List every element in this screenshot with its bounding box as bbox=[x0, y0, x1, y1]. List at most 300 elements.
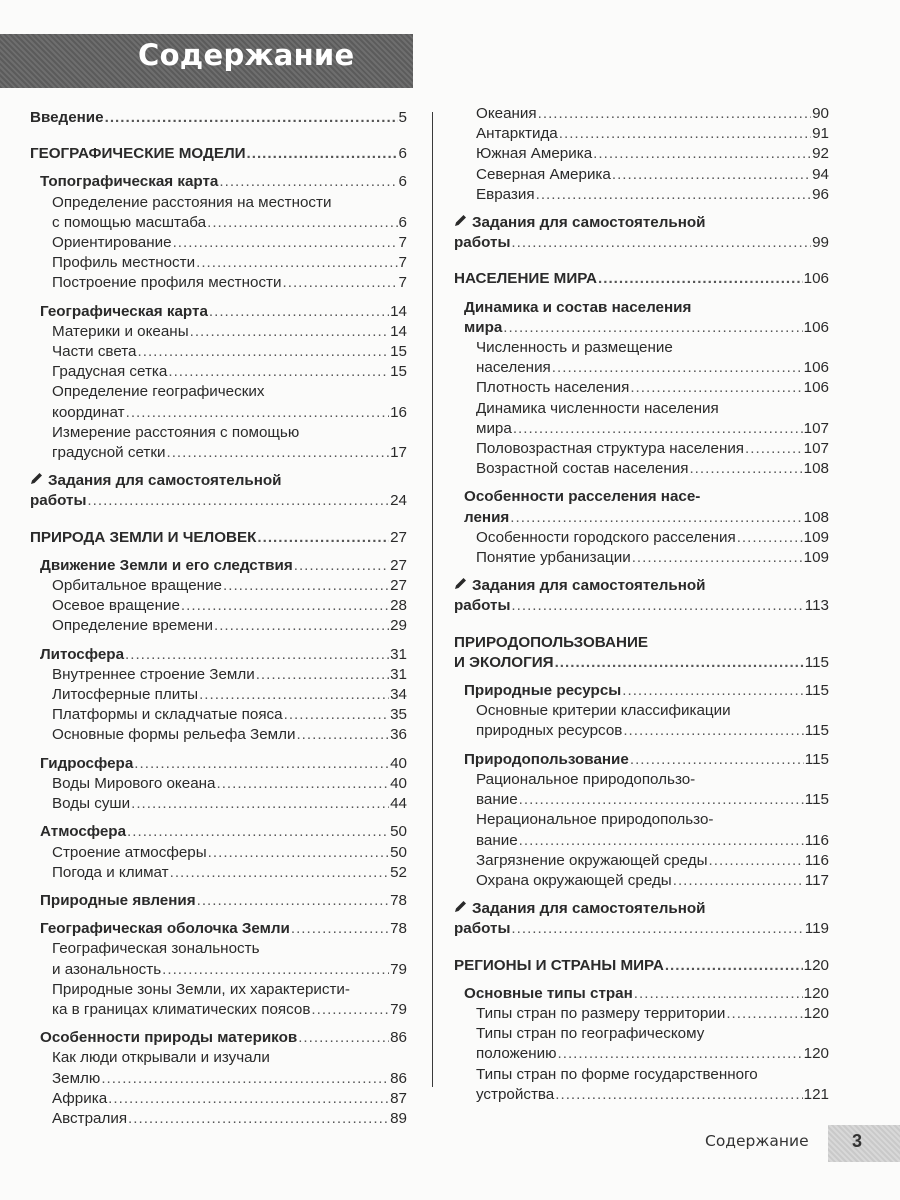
toc-entry-page: 120 bbox=[803, 1045, 829, 1063]
page-title: Содержание bbox=[138, 38, 355, 72]
leader-dots bbox=[632, 548, 803, 568]
toc-entry[interactable] bbox=[30, 754, 407, 774]
toc-entry-label: Нерациональное природопользо- bbox=[476, 811, 714, 829]
toc-entry-page: 31 bbox=[390, 665, 407, 683]
toc-entry[interactable] bbox=[30, 891, 407, 911]
toc-entry-page: 29 bbox=[390, 617, 407, 635]
toc-entry-label: Евразия bbox=[476, 185, 535, 203]
toc-entry-page: 6 bbox=[398, 213, 407, 231]
toc-entry-page: 34 bbox=[390, 686, 407, 704]
leader-dots bbox=[311, 1000, 389, 1020]
toc-entry-label: Особенности природы материков bbox=[40, 1029, 298, 1047]
toc-entry[interactable] bbox=[454, 871, 829, 891]
toc-entry-page: 87 bbox=[390, 1089, 407, 1107]
toc-entry-page: 107 bbox=[803, 419, 829, 437]
leader-dots bbox=[519, 831, 804, 851]
leader-dots bbox=[126, 403, 389, 423]
leader-dots bbox=[510, 508, 802, 528]
leader-dots bbox=[598, 269, 803, 289]
toc-entry[interactable] bbox=[30, 616, 407, 636]
toc-entry-label: НАСЕЛЕНИЕ МИРА bbox=[454, 270, 598, 288]
leader-dots bbox=[284, 705, 390, 725]
leader-dots bbox=[125, 645, 389, 665]
leader-dots bbox=[199, 685, 389, 705]
leader-dots bbox=[623, 721, 803, 741]
toc-entry[interactable] bbox=[30, 233, 407, 253]
leader-dots bbox=[538, 104, 811, 124]
pencil-icon bbox=[30, 471, 44, 491]
toc-entry-page: 86 bbox=[390, 1069, 407, 1087]
toc-entry-label: Австралия bbox=[52, 1109, 128, 1127]
toc-entry[interactable] bbox=[454, 701, 829, 741]
toc-entry[interactable] bbox=[454, 185, 829, 205]
leader-dots bbox=[291, 919, 389, 939]
toc-entry-page: 121 bbox=[803, 1085, 829, 1103]
toc-entry-label: Как люди открывали и изучали bbox=[52, 1049, 270, 1067]
leader-dots bbox=[555, 1085, 802, 1105]
toc-entry-label: вание bbox=[476, 791, 518, 809]
leader-dots bbox=[294, 556, 389, 576]
toc-entry-label: Движение Земли и его следствия bbox=[40, 556, 293, 574]
toc-entry-label: Задания для самостоятельной bbox=[472, 577, 706, 595]
toc-entry[interactable] bbox=[454, 810, 829, 850]
toc-entry-page: 94 bbox=[812, 165, 829, 183]
toc-entry-label: Задания для самостоятельной bbox=[472, 900, 706, 918]
leader-dots bbox=[593, 144, 811, 164]
toc-entry-label: Антарктида bbox=[476, 125, 558, 143]
toc-entry-page: 119 bbox=[804, 920, 829, 938]
toc-entry-label: Динамика численности населения bbox=[476, 399, 719, 417]
toc-entry-page: 40 bbox=[390, 774, 407, 792]
toc-entry[interactable] bbox=[30, 645, 407, 665]
toc-entry-label: Типы стран по форме государственного bbox=[476, 1065, 758, 1083]
leader-dots bbox=[223, 576, 389, 596]
toc-entry-label: Введение bbox=[30, 109, 104, 126]
toc-entry-label: Основные критерии классификации bbox=[476, 702, 731, 720]
toc-entry-label: Внутреннее строение Земли bbox=[52, 665, 255, 683]
toc-entry[interactable] bbox=[30, 362, 407, 382]
toc-entry-label: И ЭКОЛОГИЯ bbox=[454, 653, 554, 671]
toc-entry-label: работы bbox=[454, 920, 511, 938]
toc-entry-label: Возрастной состав населения bbox=[476, 460, 689, 478]
toc-entry-label: ПРИРОДА ЗЕМЛИ И ЧЕЛОВЕК bbox=[30, 528, 257, 546]
toc-entry-page: 27 bbox=[390, 528, 407, 546]
toc-entry-page: 92 bbox=[812, 145, 829, 163]
toc-entry-label: Топографическая карта bbox=[40, 173, 219, 191]
toc-entry-page: 6 bbox=[398, 145, 407, 163]
toc-entry-label: Воды Мирового океана bbox=[52, 774, 216, 792]
toc-entry-label: ка в границах климатических поясов bbox=[52, 1000, 311, 1018]
toc-entry-label: координат bbox=[52, 403, 125, 421]
leader-dots bbox=[166, 443, 389, 463]
toc-entry-page: 14 bbox=[390, 322, 407, 340]
toc-entry[interactable] bbox=[454, 487, 829, 527]
toc-entry-page: 91 bbox=[812, 125, 829, 143]
toc-entry-label: Гидросфера bbox=[40, 754, 134, 772]
leader-dots bbox=[170, 863, 390, 883]
leader-dots bbox=[190, 322, 389, 342]
toc-entry[interactable] bbox=[30, 774, 407, 794]
toc-entry[interactable] bbox=[30, 172, 407, 192]
toc-entry-page: 106 bbox=[803, 359, 829, 377]
toc-entry-page: 5 bbox=[398, 109, 407, 126]
toc-entry-label: вание bbox=[476, 831, 518, 849]
toc-entry-label: Плотность населения bbox=[476, 379, 630, 397]
leader-dots bbox=[503, 318, 802, 338]
leader-dots bbox=[207, 213, 397, 233]
toc-entry-label: мира bbox=[476, 419, 512, 437]
toc-entry[interactable] bbox=[454, 124, 829, 144]
toc-entry-label: Основные формы рельефа Земли bbox=[52, 726, 296, 744]
leader-dots bbox=[127, 822, 389, 842]
leader-dots bbox=[511, 919, 803, 939]
toc-entry[interactable] bbox=[30, 794, 407, 814]
toc-entry-label: РЕГИОНЫ И СТРАНЫ МИРА bbox=[454, 956, 664, 974]
leader-dots bbox=[196, 253, 397, 273]
column-divider bbox=[432, 112, 433, 1087]
leader-dots bbox=[622, 681, 804, 701]
toc-entry-page: 44 bbox=[390, 795, 407, 813]
toc-entry-page: 28 bbox=[390, 597, 407, 615]
toc-entry-page: 17 bbox=[390, 444, 407, 462]
toc-entry[interactable] bbox=[30, 939, 407, 979]
toc-entry[interactable] bbox=[30, 342, 407, 362]
toc-entry-label: Задания для самостоятельной bbox=[48, 472, 282, 490]
toc-entry-label: Строение атмосферы bbox=[52, 843, 207, 861]
toc-entry[interactable] bbox=[454, 338, 829, 378]
toc-entry-label: Половозрастная структура населения bbox=[476, 440, 745, 458]
toc-entry[interactable] bbox=[454, 548, 829, 568]
toc-entry-page: 14 bbox=[390, 302, 407, 320]
toc-entry[interactable] bbox=[30, 980, 407, 1020]
leader-dots bbox=[197, 891, 389, 911]
toc-entry[interactable] bbox=[454, 399, 829, 439]
toc-entry-label: Погода и климат bbox=[52, 863, 169, 881]
toc-entry-label: Типы стран по размеру территории bbox=[476, 1004, 726, 1022]
toc-entry[interactable] bbox=[454, 1065, 829, 1105]
toc-entry-label: Рациональное природопользо- bbox=[476, 770, 696, 788]
toc-entry-label: работы bbox=[454, 234, 511, 252]
toc-entry-label: мира bbox=[464, 318, 503, 336]
toc-entry-page: 106 bbox=[803, 379, 829, 397]
leader-dots bbox=[219, 172, 397, 192]
toc-entry-page: 15 bbox=[390, 343, 407, 361]
toc-entry-label: Динамика и состав населения bbox=[464, 298, 692, 316]
toc-entry-page: 50 bbox=[390, 823, 407, 841]
toc-entry-page: 115 bbox=[804, 750, 829, 768]
leader-dots bbox=[296, 725, 389, 745]
toc-entry-page: 120 bbox=[803, 1004, 829, 1022]
toc-entry-page: 35 bbox=[390, 706, 407, 724]
toc-entry[interactable] bbox=[454, 770, 829, 810]
toc-entry-page: 24 bbox=[390, 492, 407, 510]
leader-dots bbox=[552, 358, 803, 378]
toc-entry[interactable] bbox=[30, 919, 407, 939]
leader-dots bbox=[630, 378, 802, 398]
toc-entry-page: 31 bbox=[390, 645, 407, 663]
toc-entry[interactable] bbox=[30, 193, 407, 233]
toc-entry[interactable] bbox=[30, 843, 407, 863]
toc-entry-label: Осевое вращение bbox=[52, 597, 180, 615]
toc-entry[interactable] bbox=[454, 165, 829, 185]
leader-dots bbox=[630, 750, 804, 770]
toc-entry-label: Северная Америка bbox=[476, 165, 611, 183]
toc-entry-page: 113 bbox=[804, 597, 829, 615]
toc-entry-label: ГЕОГРАФИЧЕСКИЕ МОДЕЛИ bbox=[30, 145, 246, 163]
toc-entry-label: с помощью масштаба bbox=[52, 213, 207, 231]
toc-entry-page: 115 bbox=[804, 791, 829, 809]
toc-entry[interactable] bbox=[30, 302, 407, 322]
toc-entry-label: Особенности расселения насе- bbox=[464, 488, 701, 506]
toc-entry[interactable] bbox=[30, 1089, 407, 1109]
toc-entry-label: работы bbox=[454, 597, 511, 615]
leader-dots bbox=[511, 233, 811, 253]
toc-entry-label: населения bbox=[476, 359, 551, 377]
toc-entry-page: 79 bbox=[390, 960, 407, 978]
toc-entry[interactable] bbox=[30, 144, 407, 164]
toc-entry-label: Океания bbox=[476, 105, 537, 122]
toc-entry-label: Географическая оболочка Земли bbox=[40, 920, 290, 938]
leader-dots bbox=[214, 616, 389, 636]
leader-dots bbox=[247, 144, 398, 164]
leader-dots bbox=[536, 185, 812, 205]
toc-entry[interactable] bbox=[454, 378, 829, 398]
toc-entry-label: Особенности городского расселения bbox=[476, 528, 736, 546]
toc-entry-page: 15 bbox=[390, 363, 407, 381]
toc-entry-label: положению bbox=[476, 1045, 557, 1063]
toc-entry[interactable] bbox=[454, 956, 829, 976]
leader-dots bbox=[665, 956, 803, 976]
toc-entry[interactable] bbox=[30, 665, 407, 685]
toc-entry[interactable] bbox=[454, 144, 829, 164]
toc-entry-page: 116 bbox=[804, 851, 829, 869]
toc-entry-page: 78 bbox=[390, 891, 407, 909]
toc-entry-page: 7 bbox=[398, 254, 407, 272]
leader-dots bbox=[257, 528, 389, 548]
toc-entry-label: ления bbox=[464, 508, 510, 526]
toc-entry-label: Градусная сетка bbox=[52, 363, 168, 381]
toc-entry-page: 89 bbox=[390, 1109, 407, 1127]
leader-dots bbox=[745, 439, 803, 459]
leader-dots bbox=[138, 342, 390, 362]
toc-entry[interactable] bbox=[30, 108, 407, 128]
toc-entry-label: градусной сетки bbox=[52, 444, 166, 462]
pencil-icon bbox=[454, 213, 468, 233]
toc-entry[interactable] bbox=[454, 298, 829, 338]
leader-dots bbox=[737, 528, 803, 548]
toc-entry-page: 120 bbox=[803, 984, 829, 1002]
toc-entry-label: Части света bbox=[52, 343, 137, 361]
toc-entry-page: 52 bbox=[390, 863, 407, 881]
footer-page-box bbox=[828, 1125, 900, 1162]
toc-entry[interactable] bbox=[30, 1028, 407, 1048]
leader-dots bbox=[283, 273, 398, 293]
pencil-icon bbox=[454, 576, 468, 596]
toc-entry-page: 40 bbox=[390, 754, 407, 772]
toc-entry-label: Типы стран по географическому bbox=[476, 1025, 705, 1043]
leader-dots bbox=[511, 596, 803, 616]
toc-entry-page: 79 bbox=[390, 1000, 407, 1018]
leader-dots bbox=[673, 871, 804, 891]
toc-entry-label: природных ресурсов bbox=[476, 722, 623, 740]
toc-entry-label: Определение времени bbox=[52, 617, 213, 635]
toc-entry-page: 6 bbox=[398, 173, 407, 191]
toc-entry[interactable] bbox=[30, 596, 407, 616]
toc-entry-label: Понятие урбанизации bbox=[476, 549, 631, 567]
toc-entry-page: 115 bbox=[804, 722, 829, 740]
toc-entry-page: 16 bbox=[390, 403, 407, 421]
toc-entry-label: Воды суши bbox=[52, 795, 131, 813]
toc-entry[interactable] bbox=[30, 1109, 407, 1129]
toc-entry-page: 7 bbox=[398, 234, 407, 252]
toc-entry-page: 106 bbox=[803, 318, 829, 336]
leader-dots bbox=[256, 665, 389, 685]
leader-dots bbox=[101, 1069, 389, 1089]
toc-entry-page: 7 bbox=[398, 274, 407, 292]
toc-entry-page: 108 bbox=[803, 508, 829, 526]
toc-entry-label: Загрязнение окружающей среды bbox=[476, 851, 708, 869]
toc-entry[interactable] bbox=[30, 382, 407, 422]
leader-dots bbox=[108, 1089, 389, 1109]
leader-dots bbox=[726, 1004, 802, 1024]
toc-entry[interactable] bbox=[30, 471, 407, 511]
toc-entry-label: Орбитальное вращение bbox=[52, 577, 222, 595]
toc-entry-label: Численность и размещение bbox=[476, 339, 673, 357]
leader-dots bbox=[216, 774, 389, 794]
toc-entry-page: 90 bbox=[812, 105, 829, 122]
toc-entry[interactable] bbox=[454, 528, 829, 548]
toc-entry[interactable] bbox=[454, 984, 829, 1004]
toc-entry[interactable] bbox=[30, 1048, 407, 1088]
toc-entry-label: Природные зоны Земли, их характеристи- bbox=[52, 980, 350, 998]
leader-dots bbox=[559, 124, 811, 144]
toc-entry-page: 109 bbox=[803, 549, 829, 567]
toc-entry-label: Определение расстояния на местности bbox=[52, 193, 332, 211]
toc-entry-page: 116 bbox=[804, 831, 829, 849]
toc-entry[interactable] bbox=[454, 851, 829, 871]
toc-entry-label: Охрана окружающей среды bbox=[476, 871, 672, 889]
toc-entry-label: Ориентирование bbox=[52, 234, 172, 252]
toc-entry-label: Южная Америка bbox=[476, 145, 593, 163]
footer-page-number: 3 bbox=[852, 1131, 863, 1151]
toc-entry-label: Профиль местности bbox=[52, 254, 196, 272]
toc-entry-page: 120 bbox=[803, 956, 829, 974]
toc-entry-page: 27 bbox=[390, 556, 407, 574]
leader-dots bbox=[709, 851, 804, 871]
toc-entry-label: Платформы и складчатые пояса bbox=[52, 706, 283, 724]
toc-entry-label: Литосферные плиты bbox=[52, 686, 199, 704]
toc-entry[interactable] bbox=[454, 213, 829, 253]
toc-entry-label: Африка bbox=[52, 1089, 108, 1107]
toc-entry[interactable] bbox=[454, 269, 829, 289]
toc-entry-page: 78 bbox=[390, 920, 407, 938]
toc-entry[interactable] bbox=[30, 423, 407, 463]
toc-entry[interactable] bbox=[454, 750, 829, 770]
toc-entry-page: 27 bbox=[390, 577, 407, 595]
leader-dots bbox=[105, 108, 398, 128]
toc-entry-label: устройства bbox=[476, 1085, 555, 1103]
toc-entry[interactable] bbox=[454, 439, 829, 459]
toc-entry[interactable] bbox=[454, 633, 829, 673]
leader-dots bbox=[555, 653, 804, 673]
toc-entry[interactable] bbox=[454, 459, 829, 479]
toc-entry[interactable] bbox=[454, 899, 829, 939]
toc-entry-label: работы bbox=[30, 492, 87, 510]
toc-entry-page: 109 bbox=[803, 528, 829, 546]
toc-entry-page: 117 bbox=[804, 871, 829, 889]
leader-dots bbox=[173, 233, 398, 253]
toc-entry-label: Природные явления bbox=[40, 891, 196, 909]
toc-entry-page: 50 bbox=[390, 843, 407, 861]
toc-entry[interactable] bbox=[454, 681, 829, 701]
toc-entry[interactable] bbox=[454, 1004, 829, 1024]
toc-entry-label: Литосфера bbox=[40, 645, 125, 663]
toc-entry-page: 96 bbox=[812, 185, 829, 203]
toc-entry-page: 108 bbox=[803, 460, 829, 478]
leader-dots bbox=[558, 1044, 803, 1064]
leader-dots bbox=[612, 165, 811, 185]
toc-entry-label: Задания для самостоятельной bbox=[472, 214, 706, 232]
toc-entry-label: Измерение расстояния с помощью bbox=[52, 423, 300, 441]
toc-entry[interactable] bbox=[30, 685, 407, 705]
leader-dots bbox=[162, 960, 389, 980]
toc-entry[interactable] bbox=[30, 556, 407, 576]
toc-entry-label: Материки и океаны bbox=[52, 322, 189, 340]
toc-entry-page: 107 bbox=[803, 440, 829, 458]
toc-entry-label: ПРИРОДОПОЛЬЗОВАНИЕ bbox=[454, 633, 649, 651]
toc-entry-label: Географическая зональность bbox=[52, 940, 260, 958]
toc-entry-label: и азональность bbox=[52, 960, 162, 978]
leader-dots bbox=[513, 419, 803, 439]
toc-entry-label: Природопользование bbox=[464, 750, 629, 768]
toc-entry[interactable] bbox=[454, 1024, 829, 1064]
toc-entry-page: 115 bbox=[804, 682, 829, 700]
footer-section-label: Содержание bbox=[705, 1132, 809, 1150]
leader-dots bbox=[519, 790, 804, 810]
toc-entry[interactable] bbox=[30, 253, 407, 273]
toc-entry-page: 99 bbox=[812, 234, 829, 252]
leader-dots bbox=[168, 362, 389, 382]
toc-entry[interactable] bbox=[30, 705, 407, 725]
toc-entry-label: Построение профиля местности bbox=[52, 274, 282, 292]
toc-entry[interactable] bbox=[30, 725, 407, 745]
toc-entry-label: Природные ресурсы bbox=[464, 682, 622, 700]
toc-entry[interactable] bbox=[30, 576, 407, 596]
leader-dots bbox=[208, 843, 389, 863]
toc-entry[interactable] bbox=[30, 822, 407, 842]
toc-entry[interactable] bbox=[30, 528, 407, 548]
leader-dots bbox=[181, 596, 389, 616]
leader-dots bbox=[131, 794, 389, 814]
leader-dots bbox=[689, 459, 802, 479]
toc-entry-label: Географическая карта bbox=[40, 302, 208, 320]
toc-entry[interactable] bbox=[454, 104, 829, 124]
toc-entry-page: 86 bbox=[390, 1029, 407, 1047]
toc-entry[interactable] bbox=[30, 322, 407, 342]
toc-entry-label: Атмосфера bbox=[40, 823, 127, 841]
leader-dots bbox=[128, 1109, 389, 1129]
toc-right-column bbox=[454, 104, 829, 1105]
toc-entry-label: Основные типы стран bbox=[464, 984, 633, 1002]
toc-entry-label: Определение географических bbox=[52, 383, 265, 401]
leader-dots bbox=[634, 984, 803, 1004]
toc-entry[interactable] bbox=[30, 273, 407, 293]
leader-dots bbox=[134, 754, 389, 774]
leader-dots bbox=[209, 302, 389, 322]
toc-entry[interactable] bbox=[30, 863, 407, 883]
leader-dots bbox=[87, 491, 389, 511]
toc-entry[interactable] bbox=[454, 576, 829, 616]
